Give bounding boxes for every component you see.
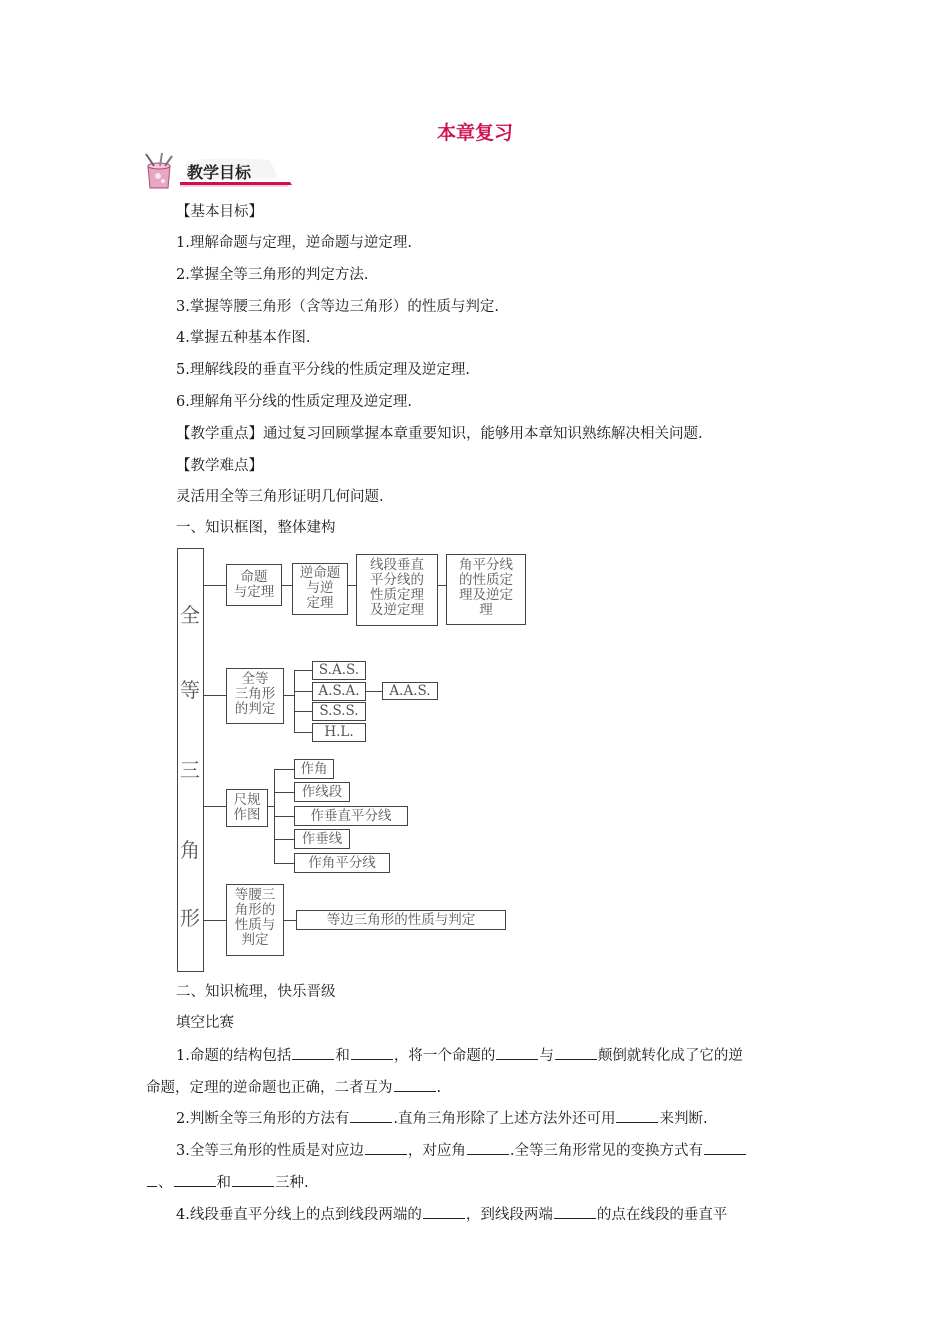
knowledge-diagram bbox=[170, 544, 530, 976]
root-char: 三 bbox=[180, 758, 200, 782]
root-char: 等 bbox=[180, 678, 200, 702]
criterion-sss: S.S.S. bbox=[312, 702, 366, 721]
construct-angle-bisector: 作角平分线 bbox=[294, 853, 390, 873]
question-4: 4.线段垂直平分线上的点到线段两端的 ，到线段两端 的点在线段的垂直平 bbox=[176, 1204, 727, 1225]
criterion-aas: A.A.S. bbox=[382, 682, 438, 700]
goal-item: 3.掌握等腰三角形（含等边三角形）的性质与判定. bbox=[176, 299, 499, 315]
box-congruence-criteria: 全等 三角形 的判定 bbox=[226, 668, 284, 724]
construct-angle: 作角 bbox=[294, 759, 334, 779]
construct-segment: 作线段 bbox=[294, 782, 350, 802]
box-compass-construction: 尺规 作图 bbox=[226, 789, 268, 827]
banner-label: 教学目标 bbox=[187, 163, 252, 182]
box-proposition: 命题 与定理 bbox=[226, 564, 282, 606]
criterion-hl: H.L. bbox=[312, 723, 366, 742]
question-1-cont: 命题，定理的逆命题也正确，二者互为 . bbox=[146, 1077, 441, 1098]
question-3-cont: 、 和 三种. bbox=[146, 1172, 309, 1193]
criterion-sas: S.A.S. bbox=[312, 661, 366, 680]
criterion-asa: A.S.A. bbox=[312, 682, 366, 701]
root-char: 角 bbox=[180, 838, 200, 862]
goal-item: 6.理解角平分线的性质定理及逆定理. bbox=[176, 394, 412, 410]
goal-item: 1.理解命题与定理，逆命题与逆定理. bbox=[176, 235, 412, 251]
goal-item: 5.理解线段的垂直平分线的性质定理及逆定理. bbox=[176, 362, 470, 378]
goal-item: 4.掌握五种基本作图. bbox=[176, 330, 311, 346]
section-heading: 一、知识框图，整体建构 bbox=[176, 520, 336, 536]
construct-perpendicular: 作垂线 bbox=[294, 829, 350, 849]
question-3: 3.全等三角形的性质是对应边 ，对应角 .全等三角形常见的变换方式有 bbox=[176, 1140, 747, 1161]
pencil-cup-icon bbox=[146, 153, 172, 188]
box-perpendicular-bisector: 线段垂直 平分线的 性质定理 及逆定理 bbox=[356, 554, 438, 626]
goals-heading: 【基本目标】 bbox=[176, 204, 263, 220]
box-equilateral: 等边三角形的性质与判定 bbox=[296, 910, 506, 930]
difficulty-heading: 【教学难点】 bbox=[176, 458, 263, 474]
box-angle-bisector: 角平分线 的性质定 理及逆定 理 bbox=[446, 554, 526, 625]
section-heading: 二、知识梳理，快乐晋级 bbox=[176, 984, 336, 1000]
key-point: 【教学重点】通过复习回顾掌握本章重要知识，能够用本章知识熟练解决相关问题. bbox=[176, 426, 703, 442]
box-converse: 逆命题 与逆 定理 bbox=[292, 563, 348, 615]
root-char: 全 bbox=[180, 603, 200, 627]
root-char: 形 bbox=[180, 906, 200, 930]
question-1: 1.命题的结构包括 和 ，将一个命题的 与 颠倒就转化成了它的逆 bbox=[176, 1045, 743, 1066]
goal-item: 2.掌握全等三角形的判定方法. bbox=[176, 267, 369, 283]
construct-perpendicular-bisector: 作垂直平分线 bbox=[294, 806, 408, 826]
page-title: 本章复习 bbox=[436, 122, 513, 144]
difficulty-text: 灵活用全等三角形证明几何问题. bbox=[176, 489, 384, 505]
box-isosceles: 等腰三 角形的 性质与 判定 bbox=[226, 884, 284, 956]
quiz-title: 填空比赛 bbox=[176, 1015, 234, 1031]
question-2: 2.判断全等三角形的方法有 .直角三角形除了上述方法外还可用 来判断. bbox=[176, 1108, 708, 1129]
